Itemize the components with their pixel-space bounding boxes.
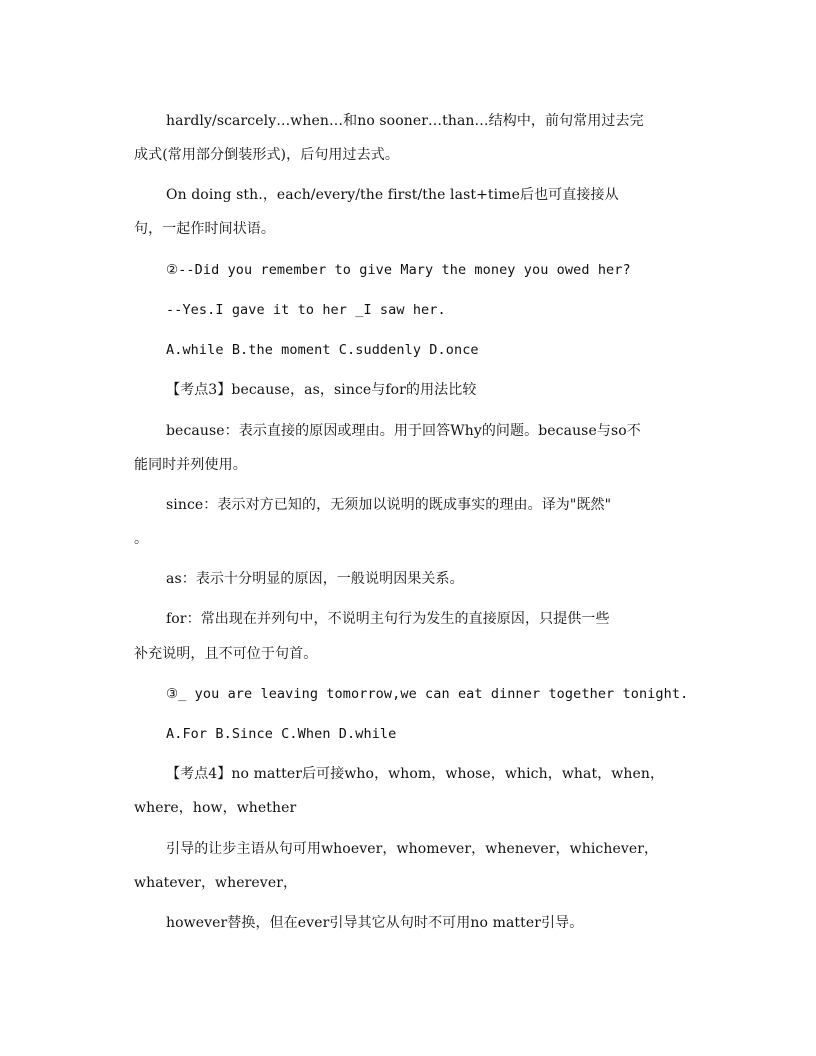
key-point-4-line-1: 【考点4】no matter后可接who，whom，whose，which，what，when， — [166, 766, 665, 782]
because-explanation-line-2: 能同时并列使用。 — [134, 457, 247, 473]
question-3-options: A.For B.Since C.When D.while — [166, 726, 397, 742]
since-explanation-line-2: 。 — [134, 531, 149, 547]
for-explanation-line-2: 补充说明，且不可位于句首。 — [134, 646, 318, 662]
question-2-prompt: ②--Did you remember to give Mary the money you owed her? — [166, 262, 631, 278]
because-explanation-line-1: because：表示直接的原因或理由。用于回答Why的问题。because与so不 — [166, 423, 641, 439]
key-point-4-line-3: 引导的让步主语从句可用whoever，whomever，whenever，whichever， — [166, 841, 659, 857]
paragraph-on-doing-line-1: On doing sth.，each/every/the first/the last+time后也可直接接从 — [166, 187, 619, 203]
key-point-4-line-4: whatever，wherever， — [134, 875, 298, 891]
paragraph-on-doing-line-2: 句，一起作时间状语。 — [134, 221, 275, 237]
key-point-4-line-2: where，how，whether — [134, 800, 297, 816]
since-explanation-line-1: since：表示对方已知的，无须加以说明的既成事实的理由。译为"既然" — [166, 497, 612, 513]
paragraph-hardly-line-2: 成式(常用部分倒装形式)，后句用过去式。 — [134, 147, 399, 163]
question-3-prompt: ③_ you are leaving tomorrow,we can eat dinner together tonight. — [166, 686, 689, 702]
paragraph-hardly-line-1: hardly/scarcely…when…和no sooner…than…结构中，前句常用过去完 — [166, 113, 644, 129]
key-point-4-line-5: however替换，但在ever引导其它从句时不可用no matter引导。 — [166, 915, 584, 931]
question-2-options: A.while B.the moment C.suddenly D.once — [166, 342, 479, 358]
as-explanation: as：表示十分明显的原因，一般说明因果关系。 — [166, 571, 464, 587]
key-point-3-heading: 【考点3】because，as，since与for的用法比较 — [166, 382, 477, 398]
for-explanation-line-1: for：常出现在并列句中，不说明主句行为发生的直接原因，只提供一些 — [166, 611, 610, 627]
question-2-answer: --Yes.I gave it to her _I saw her. — [166, 302, 446, 318]
